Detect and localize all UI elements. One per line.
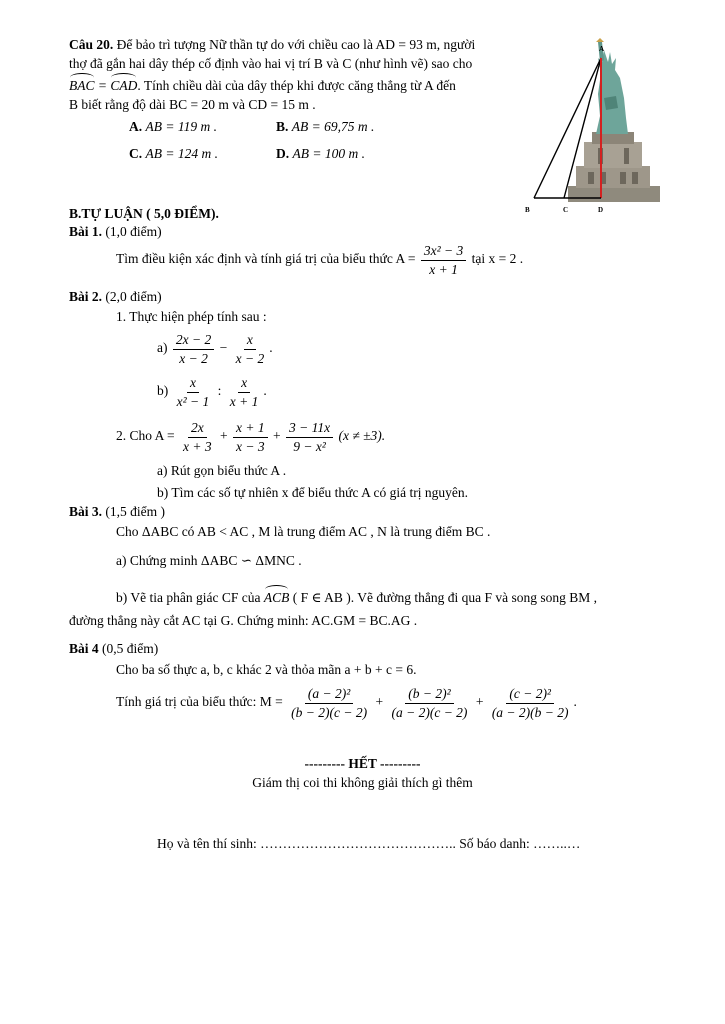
bai3-points: (1,5 điểm ) [105,504,166,519]
option-c-label: C. [129,146,143,161]
bai2-b-num2: x [238,375,250,393]
bai2-title: Bài 2. [69,289,103,304]
option-a-label: A. [129,119,143,134]
bai2-c-num2: x + 1 [233,420,268,438]
option-d-text: AB = 100 m . [292,146,365,161]
bai2-item1: 1. Thực hiện phép tính sau : [116,309,267,324]
bai2-b-num1: x [187,375,199,393]
bai1-heading [69,224,162,240]
bai2-b-frac2 [227,375,262,409]
angle-cad: CAD [110,78,138,93]
question-20-text3: . Tính chiều dài của dây thép khi được căng thẳng từ A đến [137,78,456,93]
question-20-line1 [69,37,475,53]
bai2-part-b: b) $\frac{x}{\text{x² − 1}}$ : $\frac{x}{x + 1}$ . [157,375,267,409]
bai4-frac3 [489,686,572,720]
bai2-c-den2: x − 3 [236,438,265,454]
bai3-part-b-text1: b) Vẽ tia phân giác CF của [116,590,261,605]
question-20-label: Câu 20. [69,37,114,52]
label-a: A [599,45,605,53]
label-d: D [598,206,604,214]
bai2-condition: (x ≠ ±3). [338,428,386,444]
bai2-a-den1: x − 2 [179,350,208,366]
bai2-heading [69,289,162,305]
bai2-sub-b: b) Tìm các số tự nhiên x để biểu thức A có giá trị nguyên. [157,485,468,500]
question-20-line4: B biết rằng độ dài BC = 20 m và CD = 15 m . [69,97,316,112]
bai1-title: Bài 1. [69,224,103,239]
bai1-denominator: x + 1 [429,261,458,277]
bai2-part-a: a) $\frac{2x - 2}{x - 2}$ − $\frac{x}{x - 2}$ . [157,332,273,366]
option-a-text: AB = 119 m . [145,119,217,134]
option-b-text: AB = 69,75 m . [291,119,375,134]
bai4-den2: (a − 2)(c − 2) [391,704,468,720]
bai3-heading [69,504,165,520]
candidate-info: Họ và tên thí sinh: …………………………………….. Số báo danh: ……..… [157,836,581,851]
bai4-expression: Tính giá trị của biểu thức: M = $\frac{\text{(a − 2)²}}{(b - 2)(c - 2)}$ + $\frac{\text{(b − 2)²}}{(a - 2)(c - 2)}$ + $\frac{\text{(c − 2)²}}{(a - 2)(b - 2)}$ . [116,686,577,720]
bai4-frac1 [288,686,370,720]
bai2-item2-label: 2. Cho A = [116,428,175,444]
bai1-line [116,243,523,277]
bai2-a-den2: x − 2 [235,350,265,366]
option-b [276,119,374,135]
bai4-given: Cho ba số thực a, b, c khác 2 và thỏa mãn a + b + c = 6. [116,662,417,677]
bai2-c-den3: 9 − x² [293,438,326,454]
bai2-c-frac2 [233,420,268,454]
label-b: B [525,206,530,214]
bai2-c-num3: 3 − 11x [286,420,333,438]
bai3-given: Cho ΔABC có AB < AC , M là trung điểm AC , N là trung điểm BC . [116,524,491,539]
bai4-num2: (b − 2)² [405,686,453,704]
bai2-c-frac1 [180,420,215,454]
bai4-heading [69,641,158,657]
bai3-part-a: a) Chứng minh ΔABC ∽ ΔMNC . [116,553,302,568]
bai2-b-den2: x + 1 [229,393,259,409]
bai4-num3: (c − 2)² [506,686,554,704]
bai4-num1: (a − 2)² [305,686,353,704]
bai2-a-num1: 2x − 2 [173,332,214,350]
option-a [129,119,217,135]
bai4-text: Tính giá trị của biểu thức: M = [116,694,283,710]
bai3-part-b-line1 [116,590,597,606]
bai3-part-b-text2: ( F ∈ AB ). Vẽ đường thẳng đi qua F và song song BM , [292,590,598,605]
angle-acb: ACB [263,590,290,605]
bai2-c-frac3 [286,420,333,454]
bai2-sub-a: a) Rút gọn biểu thức A . [157,463,287,478]
bai2-c-num1: 2x [188,420,207,438]
bai1-numerator: 3x² − 3 [421,243,466,261]
bai4-points: (0,5 điểm) [102,641,159,656]
option-d-label: D. [276,146,290,161]
bai2-a-num2: x [244,332,256,350]
bai4-den3: (a − 2)(b − 2) [491,704,569,720]
bai2-a-frac2 [233,332,268,366]
bai2-b-label: b) [157,383,169,399]
bai3-title: Bài 3. [69,504,103,519]
question-20-line3: BAC = CAD. Tính chiều dài của dây thép khi được căng thẳng từ A đến [69,78,456,93]
bai2-b-frac1 [174,375,213,409]
statue-figure [520,38,660,218]
option-c [129,146,218,162]
angle-bac: BAC [69,78,95,93]
bai4-den1: (b − 2)(c − 2) [291,704,368,720]
section-b-title: B.TỰ LUẬN ( 5,0 ĐIỂM). [69,206,219,221]
bai1-tail: tại x = 2 . [471,251,524,267]
bai4-title: Bài 4 [69,641,99,656]
option-b-label: B. [276,119,289,134]
bai3-part-b-line2: đường thẳng này cắt AC tại G. Chứng minh: AC.GM = BC.AG . [69,613,418,628]
label-c: C [563,206,569,214]
bai2-c-den1: x + 3 [183,438,212,454]
bai2-a-label: a) [157,340,168,356]
question-20-text1: Để bảo trì tượng Nữ thần tự do với chiều cao là AD = 93 m, người [116,37,476,52]
bai2-item2: 2. Cho A = $\frac{2x}{x + 3}$ + $\frac{x + 1}{x - 3}$ + $\frac{3 - 11x}{\text{9 − x²}}$ (x ≠ ±3). [116,420,386,454]
bai2-a-frac1 [173,332,214,366]
pedestal-drawing [568,132,660,202]
end-marker: --------- HẾT --------- [304,756,421,771]
bai2-b-den1: x² − 1 [176,393,210,409]
bai2-points: (2,0 điểm) [105,289,162,304]
bai4-frac2 [388,686,470,720]
bai1-fraction [421,243,466,277]
option-d [276,146,365,162]
question-20-line2: thợ đã gắn hai dây thép cố định vào hai vị trí B và C (như hình vẽ) sao cho [69,56,473,71]
proctor-note: Giám thị coi thi không giải thích gì thêm [252,775,473,790]
option-c-text: AB = 124 m . [145,146,218,161]
bai1-points: (1,0 điểm) [105,224,162,239]
bai1-text: Tìm điều kiện xác định và tính giá trị của biểu thức A = [116,251,416,267]
